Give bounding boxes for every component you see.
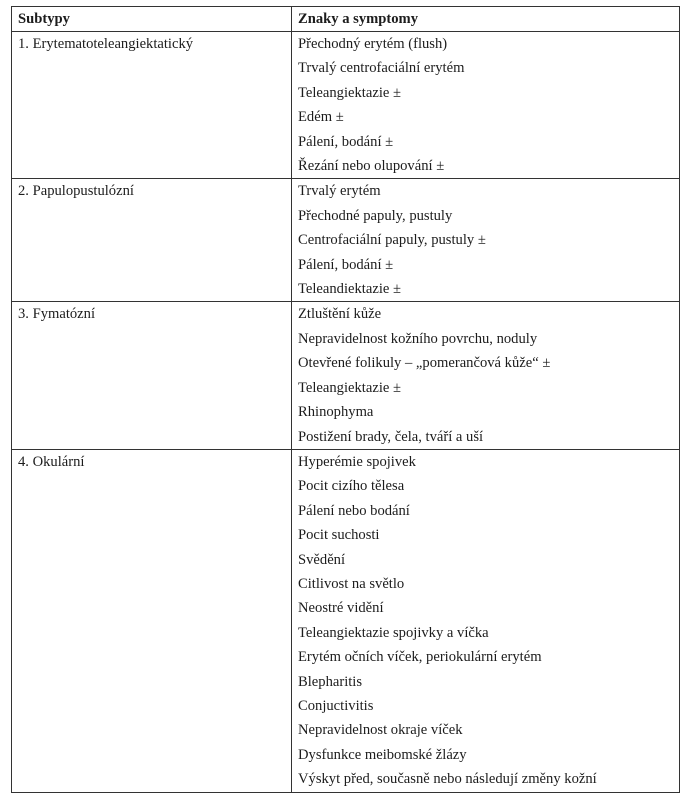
subtype-cell: 2. Papulopustulózní: [12, 179, 292, 302]
symptom-item: Centrofaciální papuly, pustuly ±: [298, 232, 486, 249]
symptom-item: Výskyt před, současně nebo následují změny kožní: [298, 771, 597, 788]
header-subtype: Subtypy: [12, 7, 292, 32]
symptoms-cell: [292, 449, 680, 792]
symptom-item: Přechodné papuly, pustuly: [298, 207, 453, 224]
symptom-item: Hyperémie spojivek: [298, 453, 416, 470]
symptoms-cell: [292, 32, 680, 179]
symptom-item: Citlivost na světlo: [298, 575, 405, 592]
symptom-item: Teleangiektazie ±: [298, 379, 402, 396]
symptom-item: Trvalý centrofaciální erytém: [298, 60, 465, 77]
header-row: [12, 7, 680, 32]
symptom-item: Teleangiektazie ±: [298, 84, 402, 101]
symptom-item: Nepravidelnost okraje víček: [298, 722, 463, 739]
symptom-item: Pocit cizího tělesa: [298, 478, 405, 495]
symptom-item: Přechodný erytém (flush): [298, 36, 448, 52]
symptom-item: Postižení brady, čela, tváří a uší: [298, 428, 484, 445]
symptom-item: Otevřené folikuly – „pomerančová kůže“ ±: [298, 355, 551, 372]
symptoms-cell: [292, 302, 680, 449]
subtype-cell: 3. Fymatózní: [12, 302, 292, 449]
symptom-item: Teleandiektazie ±: [298, 281, 402, 298]
symptom-item: Ztluštění kůže: [298, 306, 382, 323]
symptom-item: Pálení, bodání ±: [298, 256, 394, 273]
symptom-item: Pálení, bodání ±: [298, 133, 394, 150]
symptom-item: Trvalý erytém: [298, 183, 381, 200]
symptom-item: Pocit suchosti: [298, 527, 380, 544]
symptom-item: Rhinophyma: [298, 404, 374, 421]
subtype-cell: 1. Erytematoteleangiektatický: [12, 32, 292, 179]
table-header: [12, 7, 680, 32]
symptoms-cell: [292, 179, 680, 302]
symptom-item: Conjuctivitis: [298, 697, 374, 714]
subtype-cell: 4. Okulární: [12, 449, 292, 792]
symptom-item: Řezání nebo olupování ±: [298, 158, 445, 175]
header-symptoms: Znaky a symptomy: [292, 7, 680, 32]
table-row: [12, 449, 680, 792]
table-row: [12, 179, 680, 302]
symptom-item: Dysfunkce meibomské žlázy: [298, 746, 467, 763]
table-row: [12, 32, 680, 179]
symptom-item: Blepharitis: [298, 673, 363, 690]
symptom-item: Teleangiektazie spojivky a víčka: [298, 624, 489, 641]
rosacea-subtypes-table-container: [11, 6, 679, 793]
rosacea-subtypes-table: [11, 6, 680, 793]
symptom-item: Erytém očních víček, periokulární erytém: [298, 649, 542, 666]
table-body: [12, 32, 680, 793]
symptom-item: Svědění: [298, 551, 346, 568]
symptom-item: Edém ±: [298, 109, 344, 126]
table-row: [12, 302, 680, 449]
symptom-item: Nepravidelnost kožního povrchu, noduly: [298, 330, 538, 347]
symptom-item: Neostré vidění: [298, 600, 384, 617]
symptom-item: Pálení nebo bodání: [298, 502, 410, 519]
